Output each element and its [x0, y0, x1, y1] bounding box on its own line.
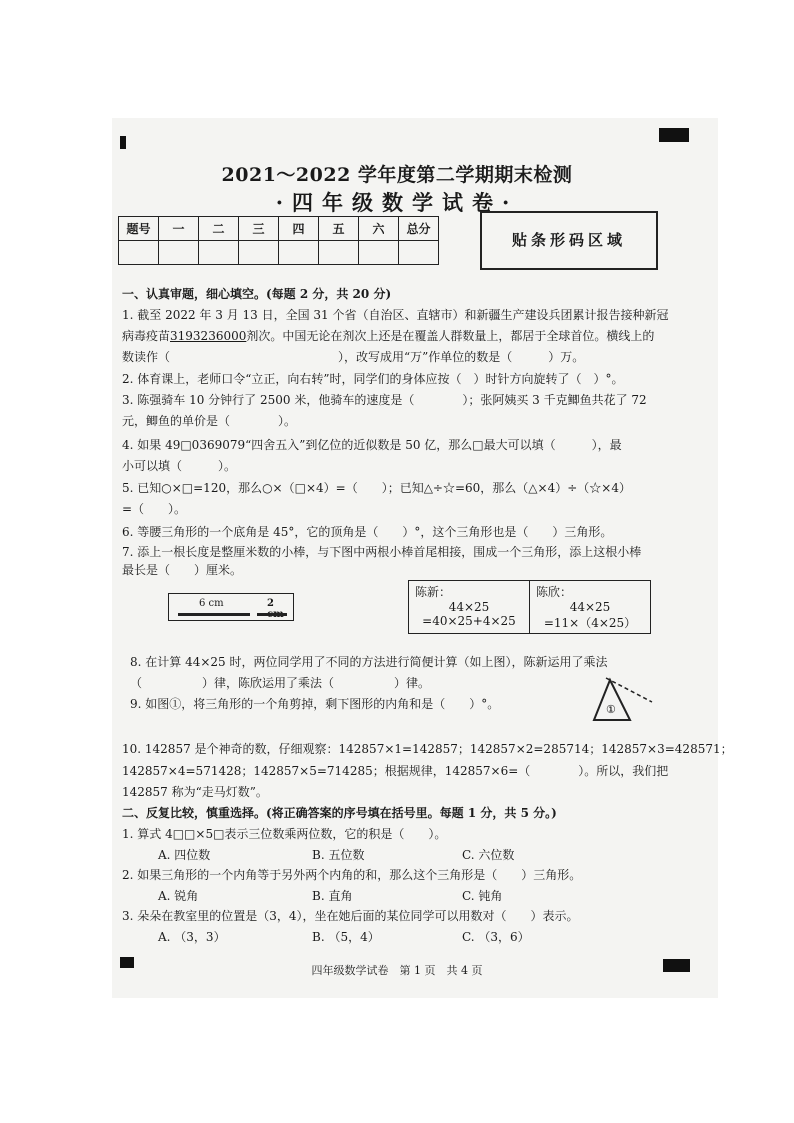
q1-line1: 1. 截至 2022 年 3 月 13 日，全国 31 个省（自治区、直辖市）和新疆生产建设兵团累计报告接种新冠 — [122, 308, 669, 322]
s2-q3: 3. 朵朵在教室里的位置是（3，4），坐在她后面的某位同学可以用数对（ ）表示。 — [122, 909, 579, 923]
score-cell[interactable] — [279, 241, 319, 265]
score-cell[interactable] — [159, 241, 199, 265]
calc-line: 44×25 — [569, 600, 611, 614]
option: B. 直角 — [312, 889, 353, 903]
score-cell[interactable] — [399, 241, 439, 265]
option: B. （5，4） — [312, 930, 380, 944]
option: A. 四位数 — [158, 848, 211, 862]
q6: 6. 等腰三角形的一个底角是 45°，它的顶角是（ ）°，这个三角形也是（ ）三角形。 — [122, 525, 613, 539]
q3-line2: 元，鲫鱼的单价是（ ）。 — [122, 414, 297, 428]
q4-line1: 4. 如果 49□0369079“四舍五入”到亿位的近似数是 50 亿，那么□最大可以填（ ），最 — [122, 438, 622, 452]
page-footer: 四年级数学试卷 第 1 页 共 4 页 — [311, 964, 483, 977]
q7-line1: 7. 添上一根长度是整厘米数的小棒，与下图中两根小棒首尾相接，围成一个三角形，添上这根小棒 — [122, 545, 642, 559]
q1-line3: 数读作（ ），改写成用“万”作单位的数是（ ）万。 — [122, 350, 585, 364]
q2: 2. 体育课上，老师口令“立正，向右转”时，同学们的身体应按（ ）时针方向旋转了（ ）°。 — [122, 372, 624, 386]
score-head-cell: 四 — [279, 217, 319, 241]
score-table — [118, 216, 439, 265]
registration-mark — [120, 136, 126, 149]
score-head-cell: 五 — [319, 217, 359, 241]
figure-label: ① — [606, 703, 616, 716]
q3-line1: 3. 陈强骑车 10 分钟行了 2500 米，他骑车的速度是（ ）；张阿姨买 3 千克鲫鱼共花了 72 — [122, 393, 647, 407]
calc-line: 44×25 — [448, 600, 490, 614]
q10-line3: 142857 称为“走马灯数”。 — [122, 785, 268, 799]
option: A. 锐角 — [158, 889, 199, 903]
section1-heading: 一、认真审题，细心填空。(每题 2 分，共 20 分) — [122, 287, 392, 301]
stick-label: 2 — [267, 598, 274, 609]
q1-text: 剂次。中国无论在剂次上还是在覆盖人群数量上，都居于全球首位。横线上的 — [246, 329, 655, 343]
score-cell[interactable] — [359, 241, 399, 265]
score-cell[interactable] — [199, 241, 239, 265]
section2-heading: 二、反复比较，慎重选择。(将正确答案的序号填在括号里。每题 1 分，共 5 分。) — [122, 806, 557, 820]
stick-label: 6 cm — [199, 598, 224, 609]
q9: 9. 如图①，将三角形的一个角剪掉，剩下图形的内角和是（ ）°。 — [130, 697, 500, 711]
calc-line: =11×（4×25） — [543, 616, 637, 630]
option: C. 六位数 — [462, 848, 515, 862]
stick-short — [257, 613, 287, 616]
q5-line1: 5. 已知○×□=120，那么○×（□×4）=（ ）；已知△÷☆=60，那么（△×4）÷（☆×4） — [122, 481, 631, 495]
q8-line2: （ ）律，陈欣运用了乘法（ ）律。 — [130, 676, 431, 690]
cut-line — [606, 678, 652, 702]
score-cell[interactable] — [119, 241, 159, 265]
calc-name: 陈新： — [415, 585, 452, 599]
option: C. 钝角 — [462, 889, 503, 903]
s2-q1: 1. 算式 4□□×5□表示三位数乘两位数，它的积是（ ）。 — [122, 827, 447, 841]
q1-underlined-number: 3193236000 — [170, 329, 247, 343]
score-head-cell: 六 — [359, 217, 399, 241]
calc-name: 陈欣： — [536, 585, 573, 599]
option: A. （3，3） — [158, 930, 226, 944]
score-head-cell: 题号 — [119, 217, 159, 241]
barcode-area: 贴条形码区域 — [480, 211, 658, 270]
option: B. 五位数 — [312, 848, 365, 862]
calc-chenxin — [409, 581, 530, 634]
q4-line2: 小可以填（ ）。 — [122, 459, 237, 473]
q1-line2 — [122, 329, 654, 343]
stick-long — [178, 613, 250, 616]
q10-line2: 142857×4=571428；142857×5=714285；根据规律，142857×6=（ ）。所以，我们把 — [122, 764, 669, 778]
s2-q2: 2. 如果三角形的一个内角等于另外两个内角的和，那么这个三角形是（ ）三角形。 — [122, 868, 582, 882]
q10-line1: 10. 142857 是个神奇的数，仔细观察：142857×1=142857；142857×2=285714；142857×3=428571； — [122, 742, 733, 756]
score-cell[interactable] — [239, 241, 279, 265]
score-head-cell: 三 — [239, 217, 279, 241]
q5-line2: =（ ）。 — [122, 502, 187, 516]
q7-line2: 最长是（ ）厘米。 — [122, 563, 243, 577]
calc-chenxin2 — [530, 581, 651, 634]
registration-mark — [659, 128, 689, 142]
score-cell[interactable] — [319, 241, 359, 265]
q8-line1: 8. 在计算 44×25 时，两位同学用了不同的方法进行简便计算（如上图），陈新运用了乘法 — [130, 655, 608, 669]
score-head-cell: 一 — [159, 217, 199, 241]
score-head-cell: 总分 — [399, 217, 439, 241]
calc-line: =40×25+4×25 — [422, 614, 516, 628]
cut-triangle-figure — [586, 668, 666, 728]
exam-subtitle: ·四年级数学试卷· — [275, 190, 519, 215]
calculation-box — [408, 580, 651, 634]
q1-text: 病毒疫苗 — [122, 329, 171, 343]
option: C. （3，6） — [462, 930, 530, 944]
sticks-figure — [168, 593, 294, 621]
score-head-cell: 二 — [199, 217, 239, 241]
exam-title: 2021～2022 学年度第二学期期末检测 — [221, 164, 573, 186]
